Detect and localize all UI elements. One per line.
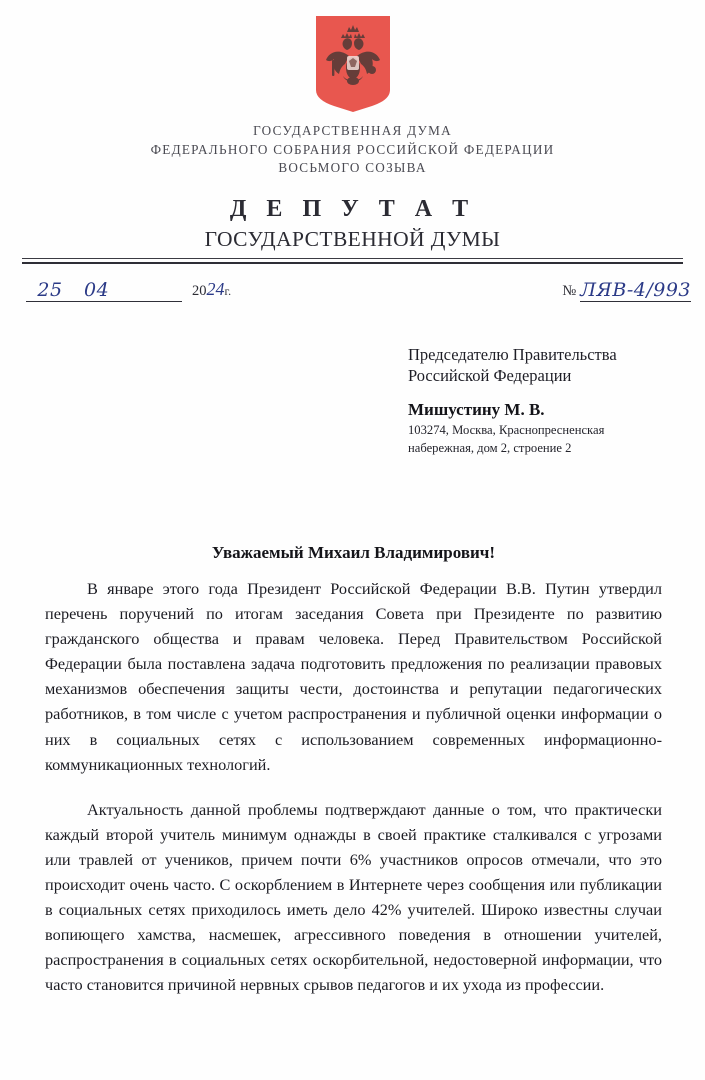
date-year-suffix: г.: [224, 284, 232, 298]
letter-body: [45, 576, 662, 998]
date-year-field[interactable]: 24: [206, 279, 225, 299]
letterhead-line-3: ВОСЬМОГО СОЗЫВА: [278, 160, 427, 175]
letterhead-title: Д Е П У Т А Т: [229, 195, 476, 222]
emblem-container: [0, 16, 705, 112]
letterhead: [0, 122, 705, 253]
addressee-line-2: Российской Федерации: [408, 366, 572, 385]
date-month-field[interactable]: 04: [74, 280, 182, 302]
divider-thick-line: [22, 262, 683, 264]
addressee-postal-line-2: набережная, дом 2, строение 2: [408, 440, 572, 455]
russian-coat-of-arms-icon: [316, 16, 390, 112]
document-number-field[interactable]: ЛЯВ-4/993: [580, 279, 691, 301]
letter-paragraph: В январе этого года Президент Российской Федерации В.В. Путин утвердил перечень поручений по итогам заседания Совета при Президенте по развитию гражданского общества и правам человека. Перед Правительством Российской Федерации была поставлена задача подготовить предложения по реализации правовых механизмов обеспечения защиты чести, достоинства и репутации педагогических работников, в том числе с учетом распространения и публичной оценки информации о них в социальных сетях с использованием современных информационно-коммуникационных технологий.: [45, 579, 662, 774]
date-day-field[interactable]: 25: [26, 280, 74, 302]
header-divider: [22, 258, 683, 264]
salutation: Уважаемый Михаил Владимирович!: [211, 543, 496, 562]
letter-paragraph: Актуальность данной проблемы подтверждают данные о том, что практически каждый второй учитель минимум однажды в своей практике сталкивался с угрозами или травлей от учеников, причем почти 6% участников опросов отмечали, что это происходит очень часто. С оскорблением в Интернете через сообщения или публикации в социальных сетях приходилось иметь дело 42% учителей. Широко известны случаи вопиющего хамства, насмешек, агрессивного поведения в отношении учителей, распространения в социальных сетях оскорбительной, недостоверной информации, что часто становится причиной нервных срывов педагогов и их ухода из профессии.: [45, 799, 662, 995]
number-symbol: №: [562, 283, 577, 299]
divider-thin-line: [22, 258, 683, 259]
date-block: [26, 279, 231, 302]
letterhead-line-2: ФЕДЕРАЛЬНОГО СОБРАНИЯ РОССИЙСКОЙ ФЕДЕРАЦИИ: [150, 141, 555, 157]
document-meta-row: [0, 279, 705, 313]
addressee-postal-line-1: 103274, Москва, Краснопресненская: [408, 423, 605, 437]
addressee-line-1: Председателю Правительства: [408, 345, 617, 364]
addressee-block: [408, 344, 673, 456]
letterhead-line-1: ГОСУДАРСТВЕННАЯ ДУМА: [253, 123, 452, 138]
date-year-prefix: 20: [192, 283, 207, 299]
addressee-name: Мишустину М. В.: [408, 400, 545, 419]
document-number-block: [562, 280, 691, 302]
date-year-group: [192, 279, 231, 302]
letterhead-subtitle: ГОСУДАРСТВЕННОЙ ДУМЫ: [204, 226, 501, 251]
